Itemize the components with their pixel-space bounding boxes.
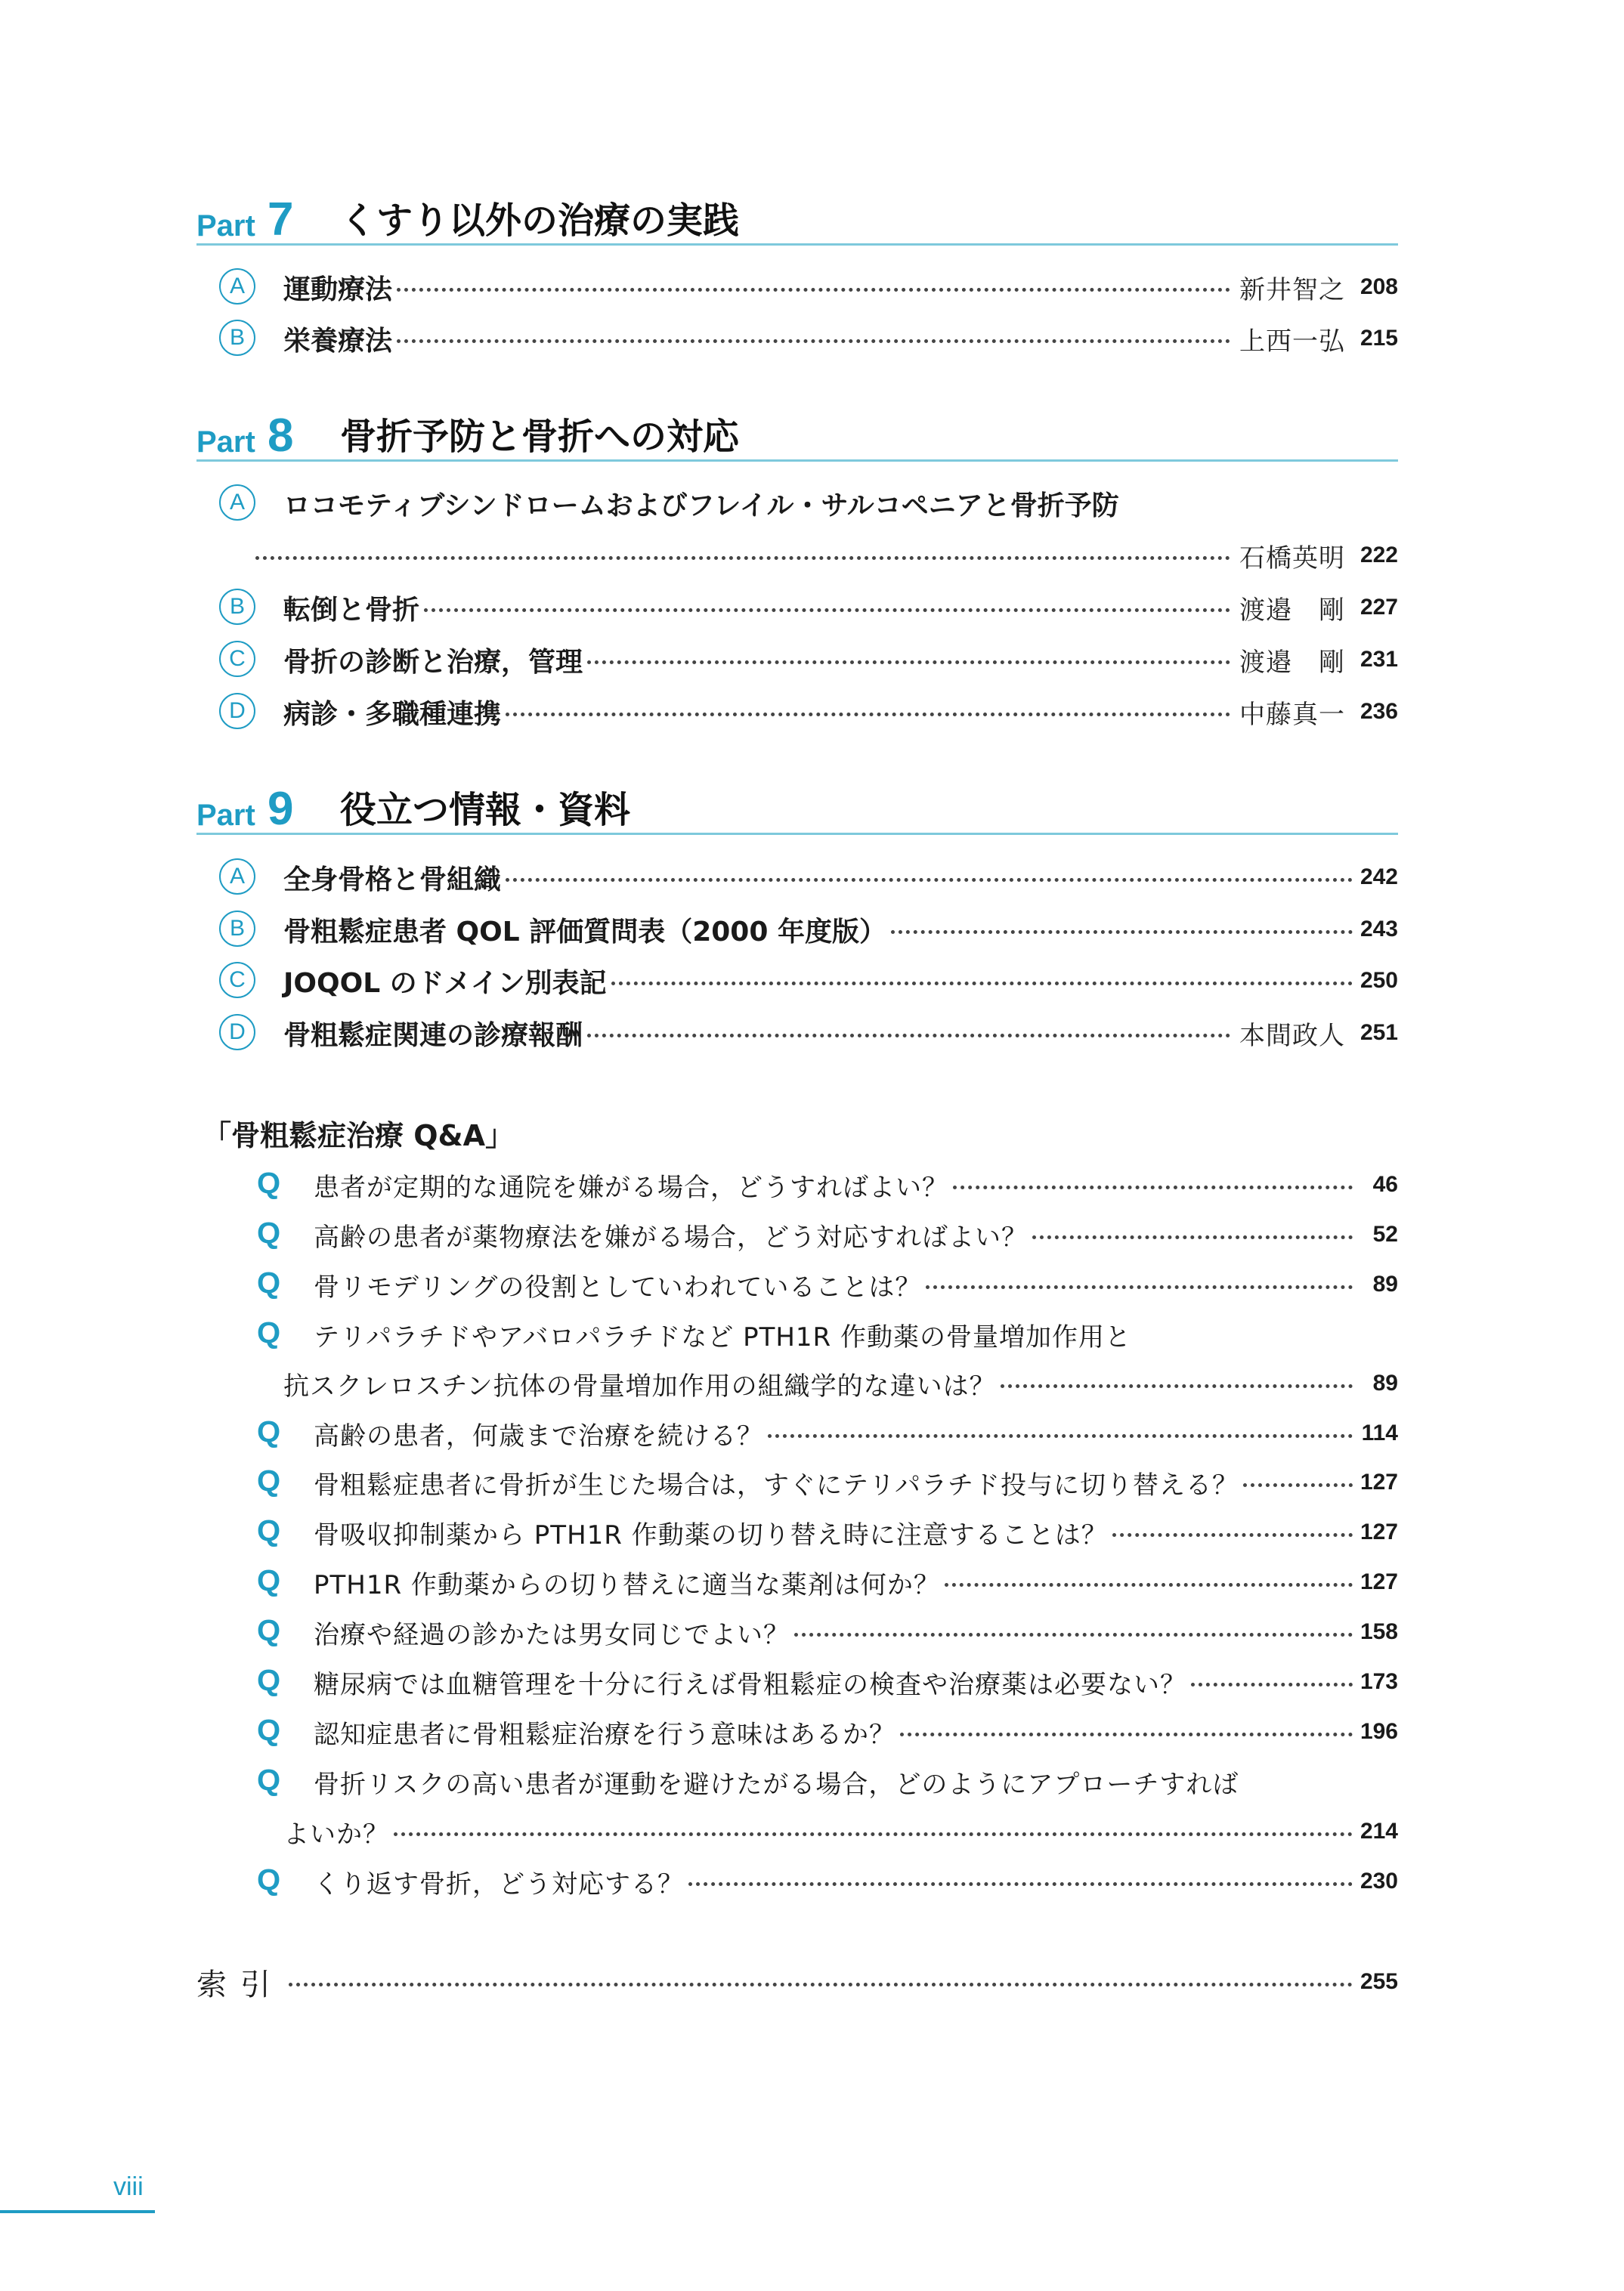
q-mark-icon: Q <box>257 1266 281 1300</box>
entry-title: 転倒と骨折 <box>283 594 420 626</box>
q-mark-icon: Q <box>257 1415 281 1448</box>
q-mark-icon: Q <box>257 1167 281 1200</box>
question-page: 46 <box>1372 1172 1398 1197</box>
part-title: 役立つ情報・資料 <box>340 789 631 831</box>
question-page: 173 <box>1360 1669 1398 1694</box>
entry-author: 石橋英明 <box>1239 543 1345 574</box>
question-text: テリパラチドやアバロパラチドなど PTH1R 作動薬の骨量増加作用と <box>314 1322 1131 1353</box>
dot-leader <box>891 930 1353 934</box>
toc-entry[interactable] <box>196 264 1398 310</box>
circle-letter-icon: D <box>219 1014 255 1050</box>
q-mark-icon: Q <box>257 1464 281 1498</box>
entry-title: 骨粗鬆症関連の診療報酬 <box>283 1019 583 1051</box>
entry-page: 208 <box>1360 274 1398 299</box>
question-page: 114 <box>1361 1421 1398 1445</box>
q-mark-icon: Q <box>257 1564 281 1597</box>
part-8-header <box>196 411 1398 462</box>
dot-leader <box>768 1434 1353 1438</box>
toc-entry[interactable] <box>196 958 1398 1003</box>
dot-leader <box>926 1285 1353 1289</box>
index-page: 255 <box>1360 1969 1398 1994</box>
entry-title: JOQOL のドメイン別表記 <box>283 967 607 999</box>
part-label: Part <box>196 425 255 459</box>
circle-letter-icon: A <box>219 484 255 521</box>
question-text: 認知症患者に骨粗鬆症治療を行う意味はあるか？ <box>314 1719 896 1750</box>
part-label: Part <box>196 799 255 832</box>
question-page: 89 <box>1372 1371 1398 1396</box>
qa-item[interactable] <box>196 1162 1398 1207</box>
dot-leader <box>587 660 1230 664</box>
dot-leader <box>255 556 1230 560</box>
qa-item[interactable] <box>196 1659 1398 1705</box>
dot-leader <box>1191 1683 1353 1687</box>
toc-entry[interactable] <box>196 1010 1398 1056</box>
entry-page: 242 <box>1360 864 1398 889</box>
qa-item[interactable] <box>196 1262 1398 1307</box>
part-7-header <box>196 195 1398 246</box>
part-number: 8 <box>268 410 294 462</box>
entry-title: 栄養療法 <box>283 325 393 357</box>
part-label: Part <box>196 209 255 243</box>
circle-letter-icon: A <box>219 268 255 305</box>
index-entry[interactable] <box>196 1959 1398 2005</box>
toc-entry[interactable] <box>196 907 1398 952</box>
circle-letter-icon: A <box>219 858 255 895</box>
question-page: 127 <box>1360 1520 1398 1544</box>
toc-entry[interactable] <box>196 481 1398 526</box>
toc-entry[interactable] <box>196 855 1398 900</box>
toc-entry[interactable] <box>196 637 1398 682</box>
dot-leader <box>397 339 1230 343</box>
qa-item[interactable] <box>196 1312 1398 1357</box>
dot-leader <box>506 878 1353 882</box>
dot-leader <box>1112 1533 1353 1537</box>
entry-title: 骨折の診断と治療，管理 <box>283 646 583 678</box>
qa-item[interactable] <box>196 1709 1398 1755</box>
toc-entry[interactable] <box>196 689 1398 734</box>
entry-author: 新井智之 <box>1239 274 1345 305</box>
question-text: くり返す骨折，どう対応する？ <box>314 1869 684 1900</box>
toc-entry[interactable] <box>196 316 1398 361</box>
q-mark-icon: Q <box>257 1714 281 1747</box>
question-text: 骨粗鬆症患者に骨折が生じた場合は，すぐにテリパラチド投与に切り替える？ <box>314 1470 1239 1501</box>
page-number: viii <box>113 2172 144 2201</box>
entry-page: 215 <box>1360 326 1398 351</box>
qa-item[interactable] <box>196 1609 1398 1655</box>
qa-heading: 「骨粗鬆症治療 Q&A」 <box>203 1119 515 1152</box>
qa-item[interactable] <box>196 1411 1398 1456</box>
entry-title: ロコモティブシンドロームおよびフレイル・サルコペニアと骨折予防 <box>283 490 1119 521</box>
circle-letter-icon: D <box>219 693 255 729</box>
question-text: 高齢の患者が薬物療法を嫌がる場合，どう対応すればよい？ <box>314 1222 1028 1253</box>
circle-letter-icon: B <box>219 911 255 947</box>
question-page: 127 <box>1360 1470 1398 1495</box>
entry-author: 中藤真一 <box>1239 699 1345 730</box>
dot-leader <box>424 608 1230 612</box>
question-text: 糖尿病では血糖管理を十分に行えば骨粗鬆症の検査や治療薬は必要ない？ <box>314 1669 1186 1700</box>
dot-leader <box>506 713 1230 716</box>
question-text: 抗スクレロスチン抗体の骨量増加作用の組織学的な違いは？ <box>283 1371 996 1402</box>
question-text: 高齢の患者，何歳まで治療を続ける？ <box>314 1421 763 1452</box>
qa-item[interactable] <box>196 1859 1398 1904</box>
question-page: 196 <box>1360 1719 1398 1744</box>
qa-item[interactable] <box>196 1460 1398 1505</box>
qa-item[interactable] <box>196 1759 1398 1804</box>
question-page: 127 <box>1360 1569 1398 1594</box>
question-text: PTH1R 作動薬からの切り替えに適当な薬剤は何か？ <box>314 1569 940 1600</box>
dot-leader <box>289 1983 1353 1986</box>
dot-leader <box>1032 1235 1353 1239</box>
entry-author: 渡邉 剛 <box>1239 595 1345 626</box>
entry-title: 全身骨格と骨組織 <box>283 864 502 895</box>
entry-page: 251 <box>1360 1020 1398 1045</box>
circle-letter-icon: C <box>219 962 255 998</box>
question-text: 骨折リスクの高い患者が運動を避けたがる場合，どのようにアプローチすれば <box>314 1769 1239 1800</box>
entry-author: 本間政人 <box>1239 1020 1345 1051</box>
qa-item-continuation[interactable] <box>196 1361 1398 1406</box>
question-page: 158 <box>1360 1619 1398 1644</box>
part-number: 7 <box>268 193 294 246</box>
entry-author: 上西一弘 <box>1239 326 1345 357</box>
part-number: 9 <box>268 783 294 835</box>
question-text: 骨吸収抑制薬から PTH1R 作動薬の切り替え時に注意することは？ <box>314 1520 1108 1551</box>
q-mark-icon: Q <box>257 1514 281 1547</box>
entry-author: 渡邉 剛 <box>1239 647 1345 678</box>
q-mark-icon: Q <box>257 1614 281 1647</box>
dot-leader <box>945 1583 1353 1587</box>
question-page: 89 <box>1372 1272 1398 1297</box>
dot-leader <box>587 1034 1230 1037</box>
question-text: 骨リモデリングの役割としていわれていることは？ <box>314 1272 922 1303</box>
q-mark-icon: Q <box>257 1316 281 1350</box>
q-mark-icon: Q <box>257 1664 281 1697</box>
dot-leader <box>794 1633 1353 1637</box>
part-title: 骨折予防と骨折への対応 <box>340 416 740 458</box>
entry-page: 250 <box>1360 968 1398 993</box>
question-page: 230 <box>1360 1869 1398 1894</box>
entry-title: 骨粗鬆症患者 QOL 評価質問表（2000 年度版） <box>283 916 886 948</box>
entry-page: 222 <box>1360 543 1398 567</box>
toc-entry[interactable] <box>196 585 1398 630</box>
entry-page: 236 <box>1360 699 1398 724</box>
q-mark-icon: Q <box>257 1217 281 1250</box>
entry-page: 227 <box>1360 595 1398 620</box>
circle-letter-icon: C <box>219 641 255 677</box>
q-mark-icon: Q <box>257 1863 281 1897</box>
dot-leader <box>397 288 1230 292</box>
qa-item[interactable] <box>196 1510 1398 1555</box>
entry-title: 運動療法 <box>283 274 393 305</box>
dot-leader <box>1243 1483 1353 1487</box>
dot-leader <box>1001 1384 1353 1388</box>
qa-item-continuation[interactable] <box>196 1809 1398 1854</box>
question-text: 治療や経過の診かたは男女同じでよい？ <box>314 1619 790 1650</box>
part-title: くすり以外の治療の実践 <box>340 199 740 242</box>
footer-rule <box>0 2210 155 2213</box>
index-label: 索引 <box>196 1967 284 2002</box>
question-page: 214 <box>1360 1819 1398 1844</box>
dot-leader <box>688 1882 1353 1886</box>
entry-page: 243 <box>1360 917 1398 941</box>
question-page: 52 <box>1372 1222 1398 1247</box>
circle-letter-icon: B <box>219 589 255 625</box>
dot-leader <box>394 1832 1353 1836</box>
dot-leader <box>611 982 1353 985</box>
dot-leader <box>953 1186 1353 1189</box>
toc-entry-continuation[interactable] <box>196 533 1398 578</box>
circle-letter-icon: B <box>219 320 255 356</box>
dot-leader <box>900 1733 1353 1736</box>
question-text: よいか？ <box>283 1819 389 1850</box>
part-9-header <box>196 784 1398 835</box>
entry-page: 231 <box>1360 647 1398 672</box>
qa-item[interactable] <box>196 1560 1398 1605</box>
qa-item[interactable] <box>196 1212 1398 1257</box>
q-mark-icon: Q <box>257 1764 281 1797</box>
entry-title: 病診・多職種連携 <box>283 698 502 730</box>
question-text: 患者が定期的な通院を嫌がる場合，どうすればよい？ <box>314 1172 948 1203</box>
